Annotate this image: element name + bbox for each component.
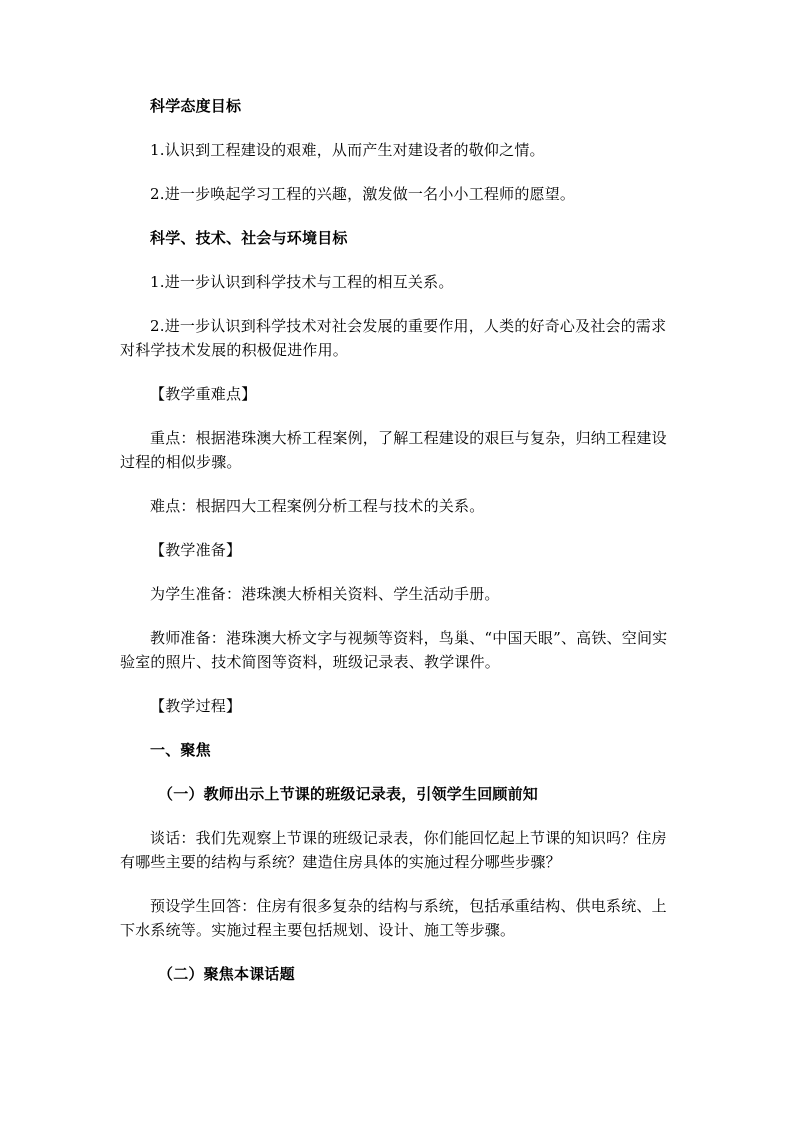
student-preparation: 为学生准备：港珠澳大桥相关资料、学生活动手册。 <box>150 585 500 603</box>
heading-science-attitude: 科学态度目标 <box>150 97 242 115</box>
stse-goal-1: 1.进一步认识到科学技术与工程的相互关系。 <box>150 273 454 291</box>
heading-stse-goals: 科学、技术、社会与环境目标 <box>150 229 348 247</box>
section-key-points: 【教学重难点】 <box>150 385 257 403</box>
difficult-point: 难点：根据四大工程案例分析工程与技术的关系。 <box>150 497 485 515</box>
heading-focus: 一、聚焦 <box>150 741 211 759</box>
expected-answer-paragraph: 预设学生回答：住房有很多复杂的结构与系统，包括承重结构、供电系统、上下水系统等。实施过程主要包括规划、设计、施工等步骤。 <box>120 897 667 939</box>
subheading-topic-focus: （二）聚焦本课话题 <box>158 965 295 983</box>
subheading-review: （一）教师出示上节课的班级记录表，引领学生回顾前知 <box>158 785 539 803</box>
section-preparation: 【教学准备】 <box>150 541 242 559</box>
stse-goal-2: 2.进一步认识到科学技术对社会发展的重要作用，人类的好奇心及社会的需求对科学技术发展的积极促进作用。 <box>120 317 667 359</box>
discussion-paragraph: 谈话：我们先观察上节课的班级记录表，你们能回忆起上节课的知识吗？住房有哪些主要的结构与系统？建造住房具体的实施过程分哪些步骤？ <box>120 829 667 871</box>
attitude-goal-2: 2.进一步唤起学习工程的兴趣，激发做一名小小工程师的愿望。 <box>150 185 576 203</box>
document-body <box>120 94 680 1006</box>
attitude-goal-1: 1.认识到工程建设的艰难，从而产生对建设者的敬仰之情。 <box>150 141 545 159</box>
section-teaching-process: 【教学过程】 <box>150 697 242 715</box>
teacher-preparation: 教师准备：港珠澳大桥文字与视频等资料，鸟巢、“中国天眼”、高铁、空间实验室的照片、技术简图等资料，班级记录表、教学课件。 <box>120 629 668 671</box>
key-point: 重点：根据港珠澳大桥工程案例，了解工程建设的艰巨与复杂，归纳工程建设过程的相似步骤。 <box>120 429 667 471</box>
